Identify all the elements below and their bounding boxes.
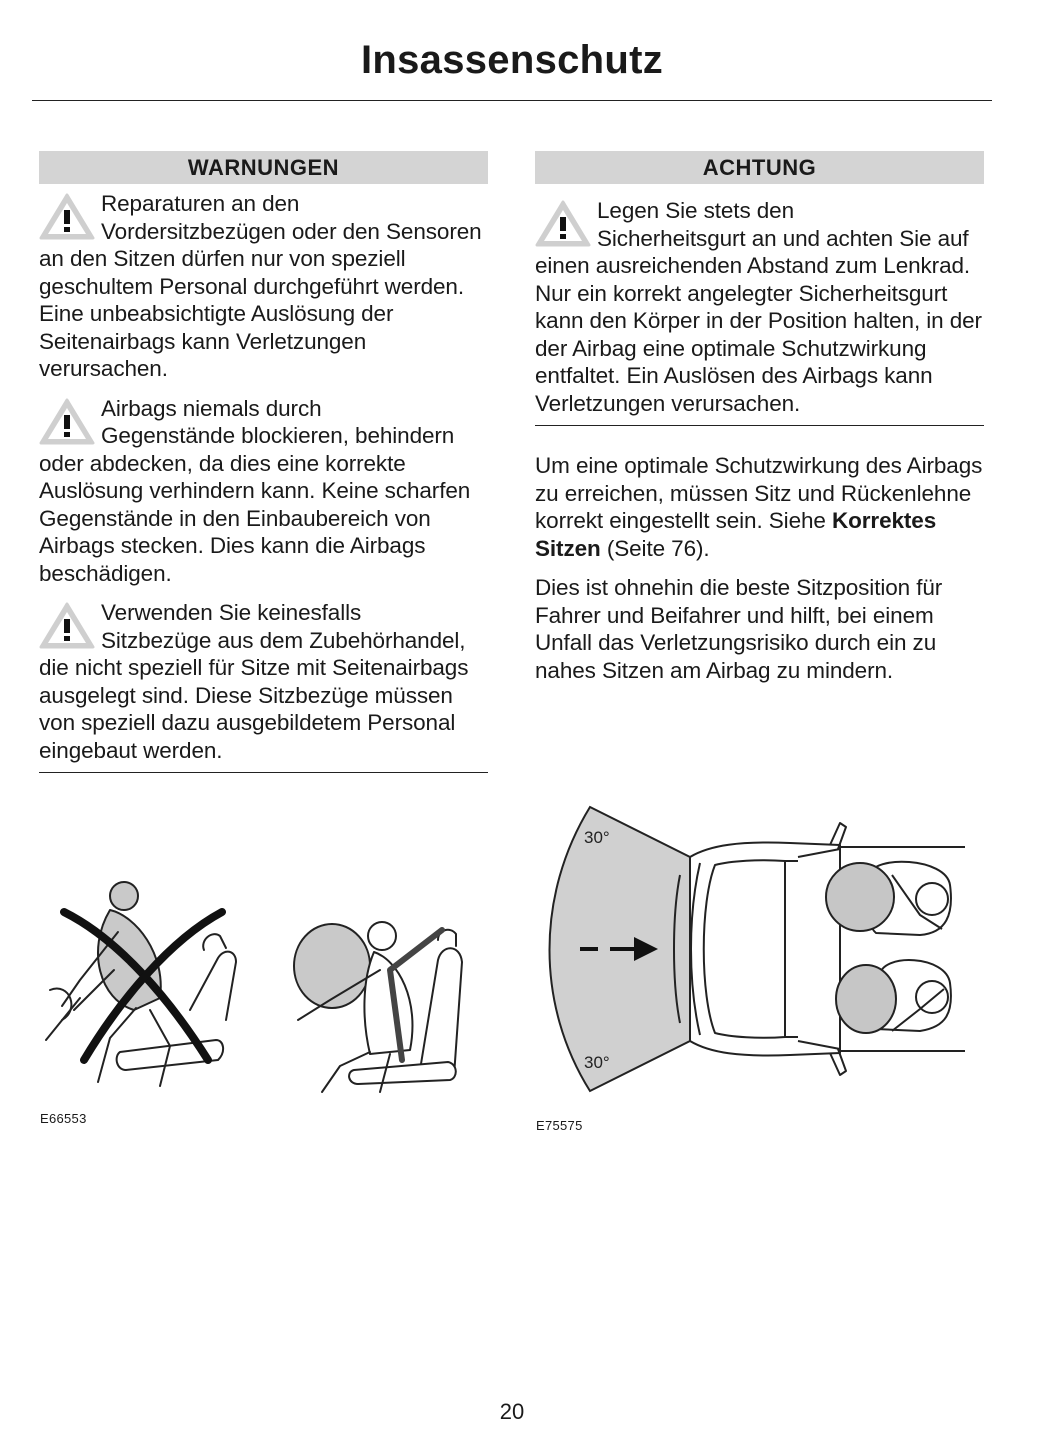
caution-box <box>535 151 984 684</box>
warnings-header: WARNUNGEN <box>39 151 488 184</box>
caution-header: ACHTUNG <box>535 151 984 184</box>
seating-illustration <box>40 870 480 1095</box>
warning-item: Airbags niemals durch Gegenstände blockieren, behindern oder abdecken, da dies eine korrekte Auslösung verhindern kann. Keine scharfen Gegenstände in den Einbaubereich von Airbags stecken. Dies kann die Airbags beschädigen. <box>39 395 471 586</box>
figure-code-left: E66553 <box>40 1111 87 1126</box>
angle-label-top: 30° <box>584 828 610 847</box>
warning-item: Verwenden Sie keinesfalls Sitzbezüge aus dem Zubehörhandel, die nicht speziell für Sitze mit Seitenairbags ausgelegt sind. Diese Sitzbezüge müssen von speziell dazu ausgebildetem Personal eingebaut werden. <box>39 600 469 763</box>
car-top-view <box>674 823 965 1075</box>
warning-triangle-icon <box>39 397 95 445</box>
warning-item: Reparaturen an den Vordersitzbezügen oder den Sensoren an den Sitzen dürfen nur von speziell geschultem Personal durchgeführt werden. Eine unbeabsichtigte Auslösung der Seitenairbags kann Verletzungen verursachen. <box>39 191 482 381</box>
warning-triangle-icon <box>39 192 95 240</box>
seat-adjustment-paragraph: Um eine optimale Schutzwirkung des Airbags zu erreichen, müssen Sitz und Rückenlehne korrekt eingestellt sein. Siehe Korrektes Sitzen (Seite 76). <box>535 453 983 561</box>
warnings-box-bottom-rule <box>39 772 488 773</box>
page-number: 20 <box>499 1399 525 1424</box>
figure-code-right: E75575 <box>536 1118 583 1133</box>
correct-seating-figure <box>294 922 462 1092</box>
warnings-box <box>39 151 488 773</box>
page-title: Insassenschutz <box>360 38 664 82</box>
correct-seating-reference[interactable]: Korrektes Sitzen <box>535 508 937 561</box>
seat-position-paragraph: Dies ist ohnehin die beste Sitzposition für Fahrer und Beifahrer und hilft, bei einem Unfall das Verletzungsrisiko durch ein zu nahes Sitzen am Airbag zu mindern. <box>535 575 943 683</box>
title-divider <box>32 100 992 101</box>
angle-label-bottom: 30° <box>584 1053 610 1072</box>
caution-item: Legen Sie stets den Sicherheitsgurt an und achten Sie auf einen ausreichenden Abstand zum Lenkrad. Nur ein korrekt angelegter Sicherheitsgurt kann den Körper in der Position halten, in der der Airbag eine optimale Schutzwirkung entfaltet. Ein Auslösen des Airbags kann Verletzungen verursachen. <box>535 198 982 416</box>
warning-triangle-icon <box>535 199 591 247</box>
airbag-zone-illustration <box>540 805 980 1095</box>
warning-triangle-icon <box>39 601 95 649</box>
